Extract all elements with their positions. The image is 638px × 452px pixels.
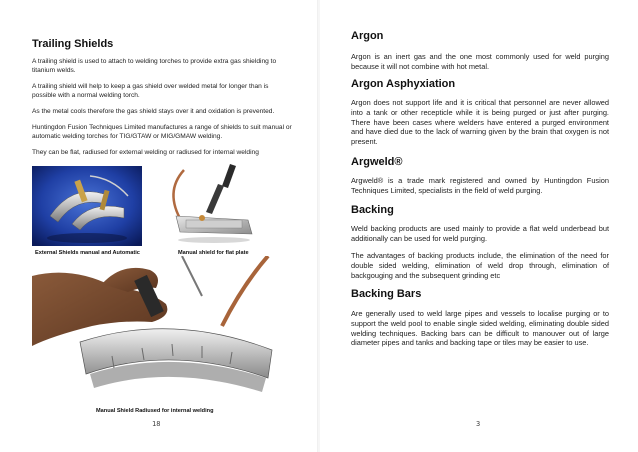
argon-asphyxiation-text: Argon does not support life and it is critical that personnel are never allowed into a tank or other recepticle while it is being purged or just after purging. There have been cases where welders have entered a purged environment and have died due to the lack of warning given by the brain that oxygen is not present.	[351, 98, 609, 147]
caption-external-shields: External Shields manual and Automatic	[35, 250, 140, 256]
caption-flat-plate: Manual shield for flat plate	[178, 250, 249, 256]
argweld-text: Argweld® is a trade mark registered and owned by Huntingdon Fusion Techniques Limited, specialists in the field of weld purging.	[351, 176, 609, 195]
paragraph-3: As the metal cools therefore the gas shield stays over it and oxidation is prevented.	[32, 108, 275, 115]
right-page-number: 3	[476, 420, 481, 428]
left-page	[0, 0, 318, 452]
backing-bars-text: Are generally used to weld large pipes and vessels to localise purging or to support the weld pool to enable single sided welding, eliminating double sided welding techniques. Backing bars can be difficult to manouver out of large diameter pipes and tanks and backing tape or tiles may be easier to use.	[351, 309, 609, 348]
backing-text-2: The advantages of backing products include, the elimination of the need for double sided welding, elimination of weld drop through, elimination of backgouging and the subsequent grinding etc	[351, 251, 609, 280]
external-shields-photo	[32, 166, 142, 246]
backing-text: Weld backing products are used mainly to provide a flat weld underbead but additionally can be used for weld purging.	[351, 224, 609, 243]
right-page	[320, 0, 638, 452]
paragraph-5: They can be flat, radiused for external welding or radiused for internal welding	[32, 149, 259, 156]
flat-plate-shield-photo	[154, 162, 264, 246]
trailing-shields-title: Trailing Shields	[32, 38, 114, 50]
left-page-number: 18	[152, 420, 161, 428]
argon-title: Argon	[351, 30, 384, 42]
paragraph-4: Huntingdon Fusion Techniques Limited manufactures a range of shields to suit manual or automatic welding torches for TIG/GTAW or MIG/GMAW welding.	[32, 124, 292, 140]
paragraph-2: A trailing shield will help to keep a gas shield over welded metal for longer than is possible with a normal welding torch.	[32, 83, 269, 99]
internal-shield-photo	[32, 256, 294, 406]
argweld-title: Argweld®	[351, 156, 403, 168]
caption-internal-shield: Manual Shield Radiused for internal welding	[96, 408, 214, 414]
backing-title: Backing	[351, 204, 394, 216]
argon-text: Argon is an inert gas and the one most commonly used for weld purging because it will not combine with hot metal.	[351, 52, 609, 71]
paragraph-1: A trailing shield is used to attach to welding torches to provide extra gas shielding to titanium welds.	[32, 58, 277, 74]
argon-asphyxiation-title: Argon Asphyxiation	[351, 78, 456, 90]
backing-bars-title: Backing Bars	[351, 288, 422, 300]
